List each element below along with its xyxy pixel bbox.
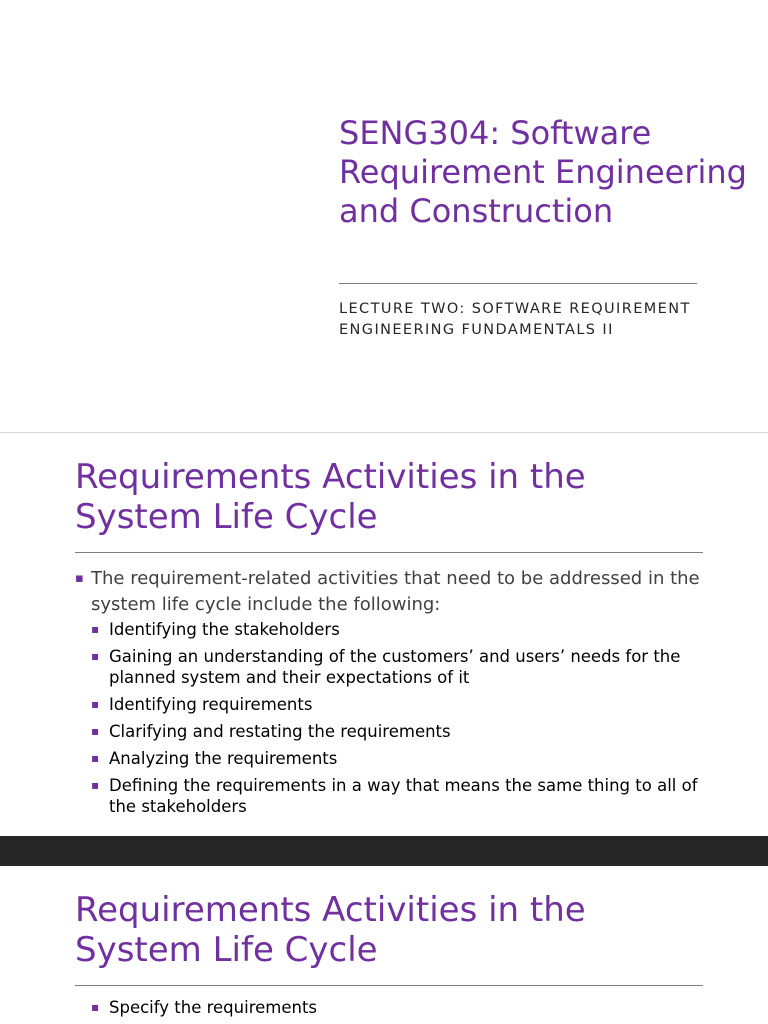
square-bullet-icon: ▪ — [91, 649, 100, 663]
list-item — [91, 775, 719, 817]
lecture-subtitle: LECTURE TWO: SOFTWARE REQUIREMENT ENGINEERING FUNDAMENTALS II — [339, 301, 691, 338]
list-item-text: Analyzing the requirements — [109, 749, 338, 768]
list-item — [91, 694, 719, 715]
square-bullet-icon: ▪ — [91, 751, 100, 765]
list-item — [91, 748, 719, 769]
list-item-text: Identifying the stakeholders — [109, 620, 340, 639]
heading-rule — [75, 985, 703, 986]
square-bullet-icon: ▪ — [75, 571, 84, 586]
list-item-text: Clarifying and restating the requirements — [109, 722, 451, 741]
list-item-text: Defining the requirements in a way that means the same thing to all of the stakeholders — [109, 776, 698, 816]
list-item — [91, 619, 719, 640]
list-item — [91, 721, 719, 742]
slide-separator-dark — [0, 836, 768, 866]
list-item-text: Identifying requirements — [109, 695, 313, 714]
square-bullet-icon: ▪ — [91, 622, 100, 636]
list-item-text: Specify the requirements — [109, 998, 318, 1017]
slide-activities-2 — [0, 866, 768, 1024]
bullet-list — [75, 566, 715, 823]
square-bullet-icon: ▪ — [91, 778, 100, 792]
list-item — [91, 646, 719, 688]
title-rule — [339, 283, 697, 284]
course-title: SENG304: Software Requirement Engineering and Construction — [339, 114, 747, 230]
sub-bullet-list — [91, 997, 701, 1018]
list-item — [75, 566, 715, 817]
slide-title — [0, 0, 768, 432]
sub-bullet-list — [91, 619, 715, 817]
list-item-text: Gaining an understanding of the customers’ and users’ needs for the planned system and their expectations of it — [109, 647, 681, 687]
square-bullet-icon: ▪ — [91, 1000, 100, 1014]
heading-rule — [75, 552, 703, 553]
square-bullet-icon: ▪ — [91, 724, 100, 738]
intro-text: The requirement-related activities that need to be addressed in the system life cycle include the following: — [91, 568, 700, 615]
slide-activities-1 — [0, 433, 768, 836]
slide-heading: Requirements Activities in the System Life Cycle — [75, 457, 586, 537]
list-item — [91, 997, 701, 1018]
slide-heading: Requirements Activities in the System Life Cycle — [75, 890, 586, 970]
square-bullet-icon: ▪ — [91, 697, 100, 711]
